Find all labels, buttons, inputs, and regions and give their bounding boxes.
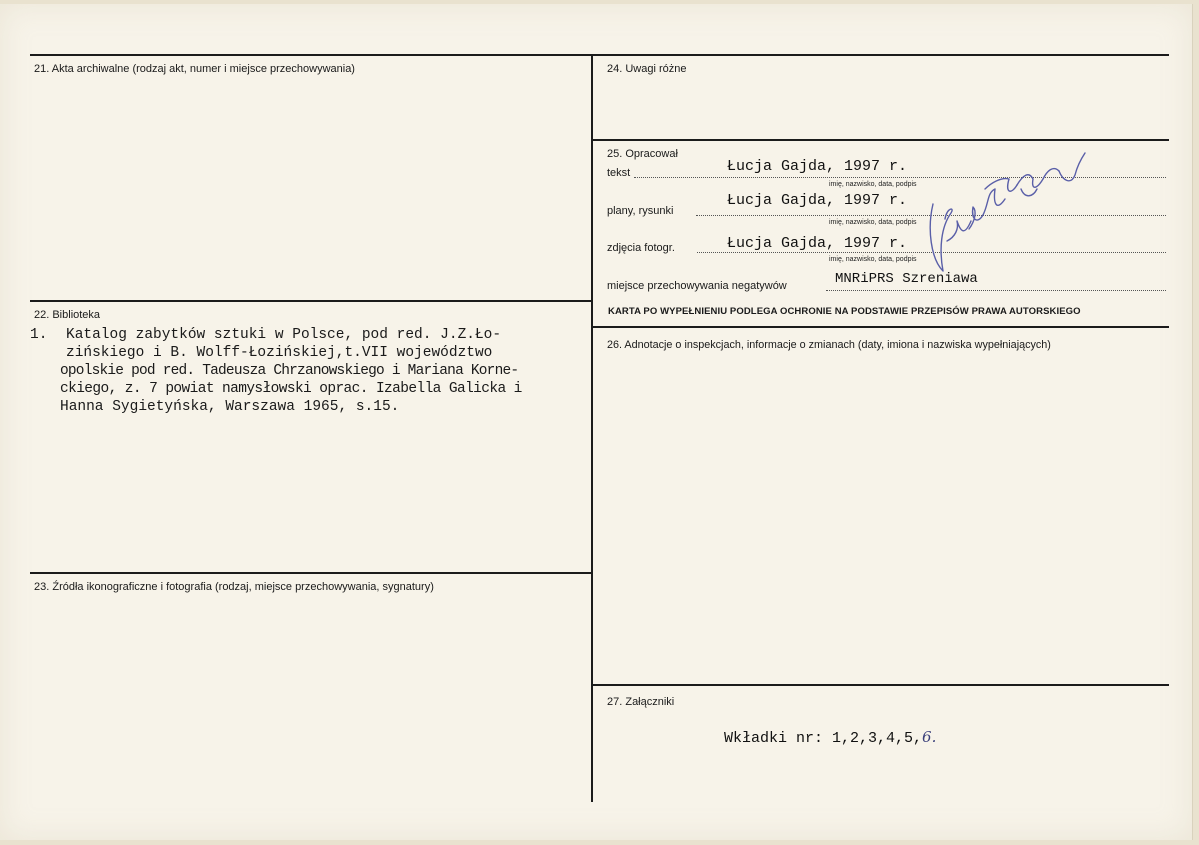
section-24-label: 24. Uwagi różne <box>607 63 687 75</box>
signature-icon <box>925 149 1090 274</box>
zdjecia-hint: imię, nazwisko, data, podpis <box>829 256 917 263</box>
bibliography-entry-text <box>60 326 586 416</box>
bibliography-line: opolskie pod red. Tadeusza Chrzanowskiego i Mariana Korne- <box>60 363 519 379</box>
bibliography-line: Hanna Sygietyńska, Warszawa 1965, s.15. <box>60 399 400 415</box>
negatywy-value: MNRiPRS Szreniawa <box>835 271 978 287</box>
zdjecia-value: Łucja Gajda, 1997 r. <box>727 235 908 252</box>
section-23-label: 23. Źródła ikonograficzne i fotografia (rodzaj, miejsce przechowywania, sygnatury) <box>34 581 434 593</box>
record-card <box>0 4 1193 840</box>
rule-25-26 <box>593 326 1169 328</box>
bibliography-entry-number: 1. <box>30 327 48 343</box>
rule-24-25 <box>593 139 1169 141</box>
negatywy-dotted-line <box>826 290 1166 291</box>
plany-hint: imię, nazwisko, data, podpis <box>829 219 917 226</box>
rule-26-27 <box>593 684 1169 686</box>
section-25-label: 25. Opracował <box>607 148 678 160</box>
bibliography-line: ckiego, z. 7 powiat namysłowski oprac. Izabella Galicka i <box>60 381 522 397</box>
attachments-handwritten: 6. <box>922 728 937 746</box>
tekst-value: Łucja Gajda, 1997 r. <box>727 158 908 175</box>
rule-21-22 <box>30 300 593 302</box>
tekst-label: tekst <box>607 167 631 179</box>
section-26-label: 26. Adnotacje o inspekcjach, informacje o zmianach (daty, imiona i nazwiska wypełniających) <box>607 339 1051 351</box>
rule-22-23 <box>30 572 593 574</box>
bibliography-line: Katalog zabytków sztuki w Polsce, pod red. J.Z.Ło- <box>66 327 502 343</box>
top-rule <box>30 54 1169 56</box>
plany-value: Łucja Gajda, 1997 r. <box>727 192 908 209</box>
tekst-hint: imię, nazwisko, data, podpis <box>829 181 917 188</box>
section-21-label: 21. Akta archiwalne (rodzaj akt, numer i miejsce przechowywania) <box>34 63 355 75</box>
attachments-value <box>724 728 936 747</box>
column-divider <box>591 54 593 802</box>
attachments-typed: Wkładki nr: 1,2,3,4,5, <box>724 730 923 747</box>
section-27-label: 27. Załączniki <box>607 696 675 708</box>
section-22-label: 22. Biblioteka <box>34 309 101 321</box>
plany-label: plany, rysunki <box>607 205 674 217</box>
negatywy-label: miejsce przechowywania negatywów <box>607 280 787 292</box>
bibliography-line: zińskiego i B. Wolff-Łozińskiej,t.VII województwo <box>66 345 493 361</box>
zdjecia-label: zdjęcia fotogr. <box>607 242 675 254</box>
copyright-note: KARTA PO WYPEŁNIENIU PODLEGA OCHRONIE NA PODSTAWIE PRZEPISÓW PRAWA AUTORSKIEGO <box>608 306 1081 317</box>
